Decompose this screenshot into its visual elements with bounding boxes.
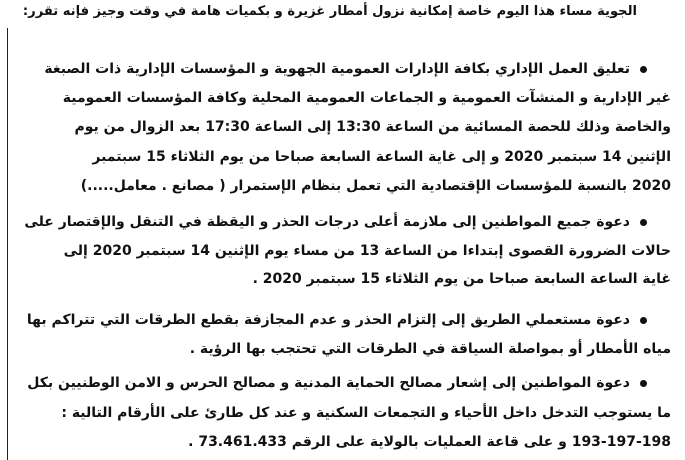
bullet-2-icon bbox=[640, 219, 647, 226]
item-1-line-4: الإثنين 14 سبتمبر 2020 و إلى غاية الساعة السابعة صباحا من يوم الثلاثاء 15 سبتمبر bbox=[92, 149, 671, 165]
item-2-line-2: حالات الضرورة القصوى إبتداءا من الساعة 13 من مساء يوم الإثنين 14 سبتمبر 2020 إلى bbox=[63, 243, 671, 259]
item-2-line-1: دعوة جميع المواطنين إلى ملازمة أعلى درجات الحذر و اليقظة في التنقل والإقتصار على bbox=[24, 214, 630, 230]
item-3-line-2: مياه الأمطار أو بمواصلة السياقة في الطرقات التي تحتجب بها الرؤية . bbox=[189, 341, 671, 357]
item-1-line-1: تعليق العمل الإداري بكافة الإدارات العمومية الجهوية و المؤسسات الإدارية ذات الصبغة bbox=[44, 61, 630, 77]
bullet-3-icon bbox=[640, 317, 647, 324]
item-1-line-5: 2020 بالنسبة للمؤسسات الإقتصادية التي تعمل بنظام الإستمرار ( مصانع . معامل.....) bbox=[80, 178, 671, 194]
bullet-1-icon bbox=[640, 66, 647, 73]
item-2-line-3: غاية الساعة السابعة صباحا من يوم الثلاثاء 15 سبتمبر 2020 . bbox=[252, 271, 671, 287]
item-4-line-3: 193-197-198 و على قاعة العمليات بالولاية على الرقم 73.461.433 . bbox=[188, 434, 671, 450]
intro-line: الجوية مساء هذا اليوم خاصة إمكانية نزول أمطار غزيرة و بكميات هامة في وقت وجيز فإنه تقرر: bbox=[22, 4, 637, 19]
item-4-line-2: ما يستوجب التدخل داخل الأحياء و التجمعات السكنية و عند كل طارئ على الأرقام التالية : bbox=[61, 405, 671, 421]
item-4-line-1: دعوة المواطنين إلى إشعار مصالح الحماية المدنية و مصالح الحرس و الامن الوطنيين بكل bbox=[27, 375, 630, 391]
item-1-line-3: والخاصة وذلك للحصة المسائية من الساعة 13:30 إلى الساعة 17:30 بعد الزوال من يوم bbox=[74, 119, 671, 135]
item-3-line-1: دعوة مستعملي الطريق إلى إلتزام الحذر و عدم المجازفة بقطع الطرقات التي تتراكم بها bbox=[26, 312, 630, 328]
left-margin-rule bbox=[7, 28, 8, 460]
item-1-line-2: غير الإدارية و المنشآت العمومية و الجماعات العمومية المحلية وكافة المؤسسات العمومية bbox=[62, 90, 671, 106]
bullet-4-icon bbox=[640, 380, 647, 387]
